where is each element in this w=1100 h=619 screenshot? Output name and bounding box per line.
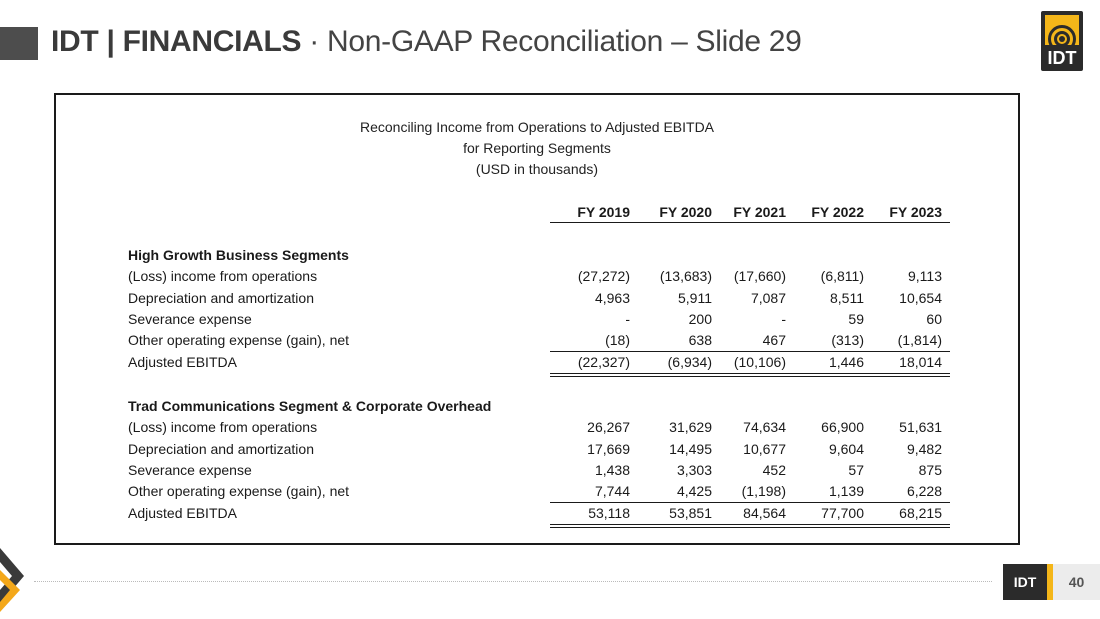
total-double-rule xyxy=(550,373,950,377)
column-header: FY 2020 xyxy=(659,204,712,220)
table-cell: 51,631 xyxy=(899,419,942,436)
table-cell: 1,446 xyxy=(828,353,864,370)
row-label: Severance expense xyxy=(128,310,252,327)
table-cell: 60 xyxy=(926,310,942,327)
chevron-decoration-icon xyxy=(0,540,30,619)
table-cell: 9,482 xyxy=(906,440,942,457)
table-cell: 10,654 xyxy=(899,289,942,306)
row-label: Depreciation and amortization xyxy=(128,440,314,457)
column-header: FY 2019 xyxy=(577,204,630,220)
column-header: FY 2022 xyxy=(811,204,864,220)
table-cell: 467 xyxy=(762,332,786,349)
table-cell: (17,660) xyxy=(733,268,786,285)
table-cell: 3,303 xyxy=(676,461,712,478)
table-cell: (27,272) xyxy=(577,268,630,285)
table-cell: 68,215 xyxy=(899,504,942,521)
table-cell: (13,683) xyxy=(659,268,712,285)
table-heading-line-1: Reconciling Income from Operations to Adjusted EBITDA xyxy=(359,119,715,135)
row-label: Adjusted EBITDA xyxy=(128,504,237,521)
column-header: FY 2021 xyxy=(733,204,786,220)
table-cell: 1,139 xyxy=(828,483,864,500)
column-header: FY 2023 xyxy=(889,204,942,220)
table-cell: 9,113 xyxy=(908,268,942,285)
table-cell: 6,228 xyxy=(906,483,942,500)
row-label: Depreciation and amortization xyxy=(128,289,314,306)
section-title: Trad Communications Segment & Corporate Overhead xyxy=(128,398,492,414)
table-cell: 4,425 xyxy=(676,483,712,500)
row-label: (Loss) income from operations xyxy=(128,268,318,285)
slide-title xyxy=(51,22,802,62)
table-cell: 7,087 xyxy=(750,289,786,306)
table-cell: (10,106) xyxy=(733,353,786,370)
table-cell: 5,911 xyxy=(678,289,712,306)
table-cell: (1,198) xyxy=(741,483,786,500)
idt-logo xyxy=(1041,11,1083,71)
table-cell: 53,851 xyxy=(669,504,712,521)
row-label: (Loss) income from operations xyxy=(128,419,318,436)
table-cell: 57 xyxy=(848,461,864,478)
title-rest: Non-GAAP Reconciliation – Slide 29 xyxy=(327,25,802,58)
table-cell: 10,677 xyxy=(743,440,786,457)
title-bold: IDT | FINANCIALS xyxy=(51,25,302,58)
table-cell: 8,511 xyxy=(830,289,864,306)
page-number: 40 xyxy=(1053,564,1100,600)
idt-logo-text: IDT xyxy=(1047,48,1077,68)
title-accent-bar xyxy=(0,27,38,60)
table-cell: 638 xyxy=(688,332,712,349)
table-cell: 59 xyxy=(848,310,864,327)
table-cell: (6,811) xyxy=(820,268,864,285)
table-cell: 875 xyxy=(918,461,942,478)
table-cell: 31,629 xyxy=(669,419,712,436)
table-cell: 200 xyxy=(688,310,712,327)
table-cell: 77,700 xyxy=(821,504,864,521)
table-cell: (6,934) xyxy=(667,353,712,370)
subtotal-rule xyxy=(550,502,950,503)
footer-logo: IDT xyxy=(1003,564,1047,600)
table-cell: - xyxy=(625,310,630,327)
reconciliation-table xyxy=(54,93,1020,545)
table-cell: 26,267 xyxy=(587,419,630,436)
row-label: Other operating expense (gain), net xyxy=(128,483,350,500)
table-cell: (18) xyxy=(605,332,630,349)
subtotal-rule xyxy=(550,351,950,352)
total-double-rule xyxy=(550,524,950,528)
table-cell: (1,814) xyxy=(897,332,942,349)
table-heading-line-3: (USD in thousands) xyxy=(475,161,599,177)
table-cell: 9,604 xyxy=(828,440,864,457)
table-cell: 1,438 xyxy=(594,461,630,478)
table-cell: 66,900 xyxy=(821,419,864,436)
footer-divider xyxy=(34,581,992,582)
table-cell: - xyxy=(781,310,786,327)
table-heading-line-2: for Reporting Segments xyxy=(463,140,611,156)
table-cell: 53,118 xyxy=(588,504,630,521)
row-label: Severance expense xyxy=(128,461,252,478)
table-cell: 18,014 xyxy=(899,353,942,370)
table-cell: 17,669 xyxy=(587,440,630,457)
idt-logo-icon xyxy=(1045,15,1079,45)
table-cell: 4,963 xyxy=(594,289,630,306)
title-separator: · xyxy=(301,25,328,58)
table-cell: 7,744 xyxy=(594,483,630,500)
table-cell: 14,495 xyxy=(669,440,712,457)
table-cell: 84,564 xyxy=(743,504,786,521)
table-cell: 452 xyxy=(762,461,786,478)
section-title: High Growth Business Segments xyxy=(128,247,349,263)
header-underline xyxy=(550,222,950,223)
table-cell: (22,327) xyxy=(577,353,630,370)
row-label: Adjusted EBITDA xyxy=(128,353,237,370)
table-cell: 74,634 xyxy=(743,419,786,436)
table-cell: (313) xyxy=(831,332,864,349)
row-label: Other operating expense (gain), net xyxy=(128,332,350,349)
